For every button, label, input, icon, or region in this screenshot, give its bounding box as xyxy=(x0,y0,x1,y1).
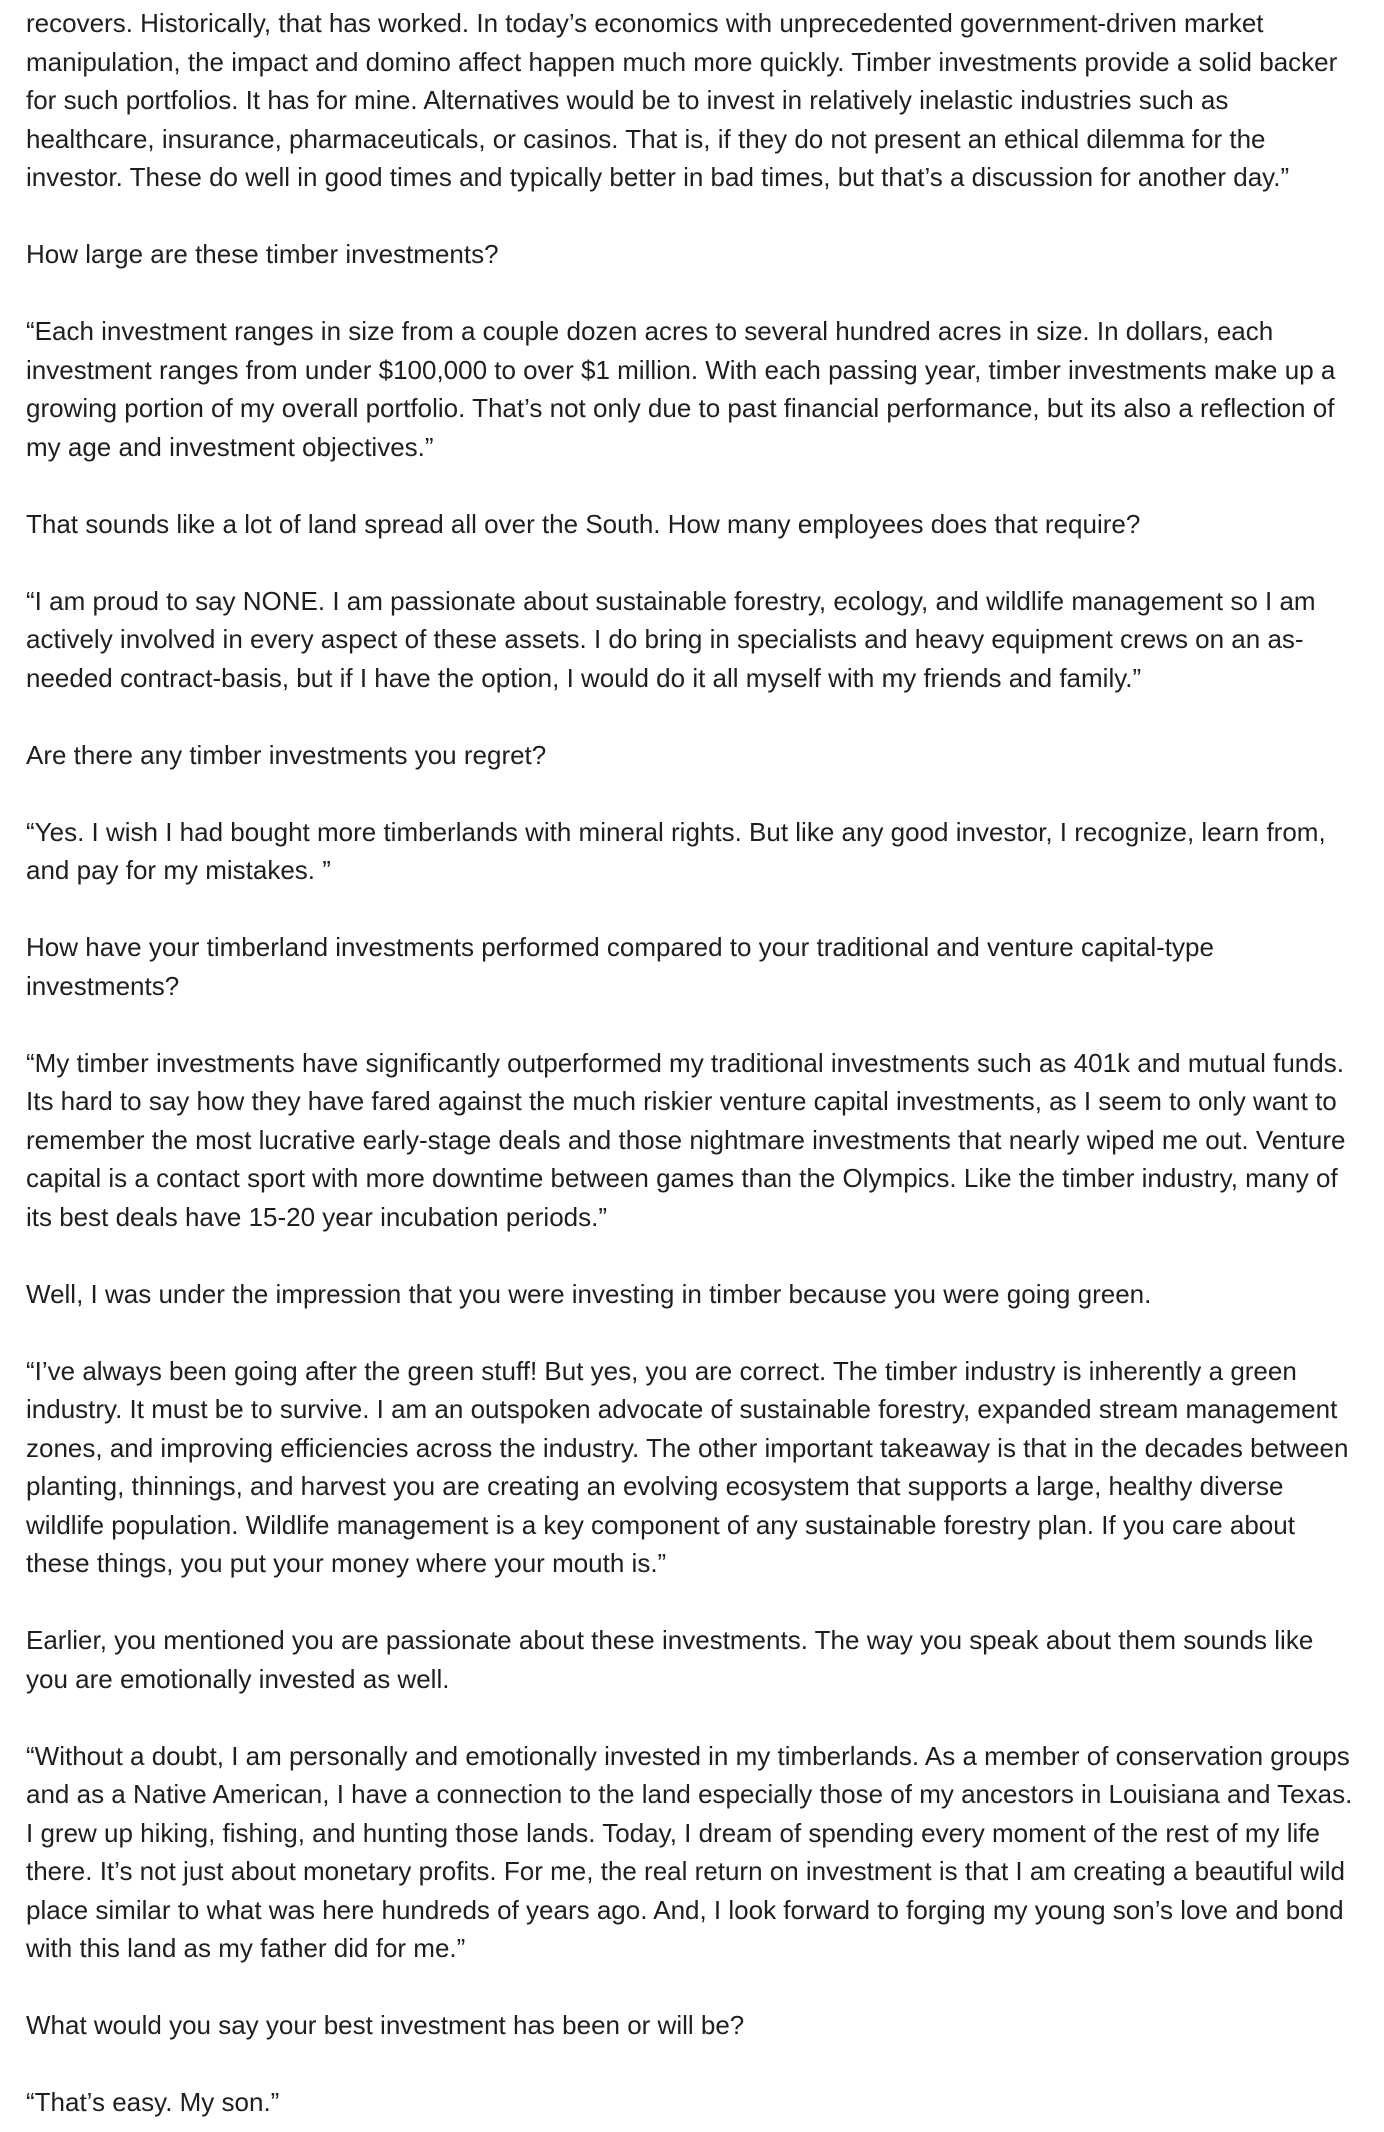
answer-paragraph: “Each investment ranges in size from a couple dozen acres to several hundred acres in size. In dollars, each investment ranges from under $100,000 to over $1 million. With each passing year, timber investments make up a growing portion of my overall portfolio. That’s not only due to past financial performance, but its also a reflection of my age and investment objectives.” xyxy=(26,316,1336,462)
question-paragraph: What would you say your best investment has been or will be? xyxy=(26,2010,745,2040)
question-paragraph: How large are these timber investments? xyxy=(26,239,499,269)
answer-paragraph: “Yes. I wish I had bought more timberlands with mineral rights. But like any good investor, I recognize, learn from, and pay for my mistakes. ” xyxy=(26,816,1326,885)
question-paragraph: That sounds like a lot of land spread all over the South. How many employees does that require? xyxy=(26,508,1141,539)
article-body xyxy=(26,4,1356,2122)
answer-paragraph: “I’ve always been going after the green stuff! But yes, you are correct. The timber industry is inherently a green industry. It must be to survive. I am an outspoken advocate of sustainable forestry, expanded stream management zones, and improving efficiencies across the industry. The other important takeaway is that in the decades between planting, thinnings, and harvest you are creating an evolving ecosystem that supports a large, healthy diverse wildlife population. Wildlife management is a key component of any sustainable forestry plan. If you care about these things, you put your money where your mouth is.” xyxy=(26,1355,1349,1578)
answer-paragraph: recovers. Historically, that has worked. In today’s economics with unprecedented government-driven market manipulation, the impact and domino affect happen much more quickly. Timber investments provide a solid backer for such portfolios. It has for mine. Alternatives would be to invest in relatively inelastic industries such as healthcare, insurance, pharmaceuticals, or casinos. That is, if they do not present an ethical dilemma for the investor. These do well in good times and typically better in bad times, but that’s a discussion for another day.” xyxy=(26,8,1338,192)
answer-paragraph: “I am proud to say NONE. I am passionate about sustainable forestry, ecology, and wildlife management so I am actively involved in every aspect of these assets. I do bring in specialists and heavy equipment crews on an as-needed contract-basis, but if I have the option, I would do it all myself with my friends and family.” xyxy=(26,585,1316,693)
question-paragraph: How have your timberland investments performed compared to your traditional and venture capital-type investments? xyxy=(26,932,1214,1001)
question-paragraph: Are there any timber investments you regret? xyxy=(26,739,547,770)
answer-paragraph: “That’s easy. My son.” xyxy=(26,2087,280,2117)
answer-paragraph: “My timber investments have significantly outperformed my traditional investments such as 401k and mutual funds. Its hard to say how they have fared against the much riskier venture capital investments, as I seem to only want to remember the most lucrative early-stage deals and those nightmare investments that nearly wiped me out. Venture capital is a contact sport with more downtime between games than the Olympics. Like the timber industry, many of its best deals have 15-20 year incubation periods.” xyxy=(26,1047,1346,1232)
question-paragraph: Earlier, you mentioned you are passionate about these investments. The way you speak about them sounds like you are emotionally invested as well. xyxy=(26,1625,1314,1694)
question-paragraph: Well, I was under the impression that you were investing in timber because you were going green. xyxy=(26,1278,1152,1309)
answer-paragraph: “Without a doubt, I am personally and emotionally invested in my timberlands. As a member of conservation groups and as a Native American, I have a connection to the land especially those of my ancestors in Louisiana and Texas. I grew up hiking, fishing, and hunting those lands. Today, I dream of spending every moment of the rest of my life there. It’s not just about monetary profits. For me, the real return on investment is that I am creating a beautiful wild place similar to what was here hundreds of years ago. And, I look forward to forging my young son’s love and bond with this land as my father did for me.” xyxy=(26,1740,1353,1963)
